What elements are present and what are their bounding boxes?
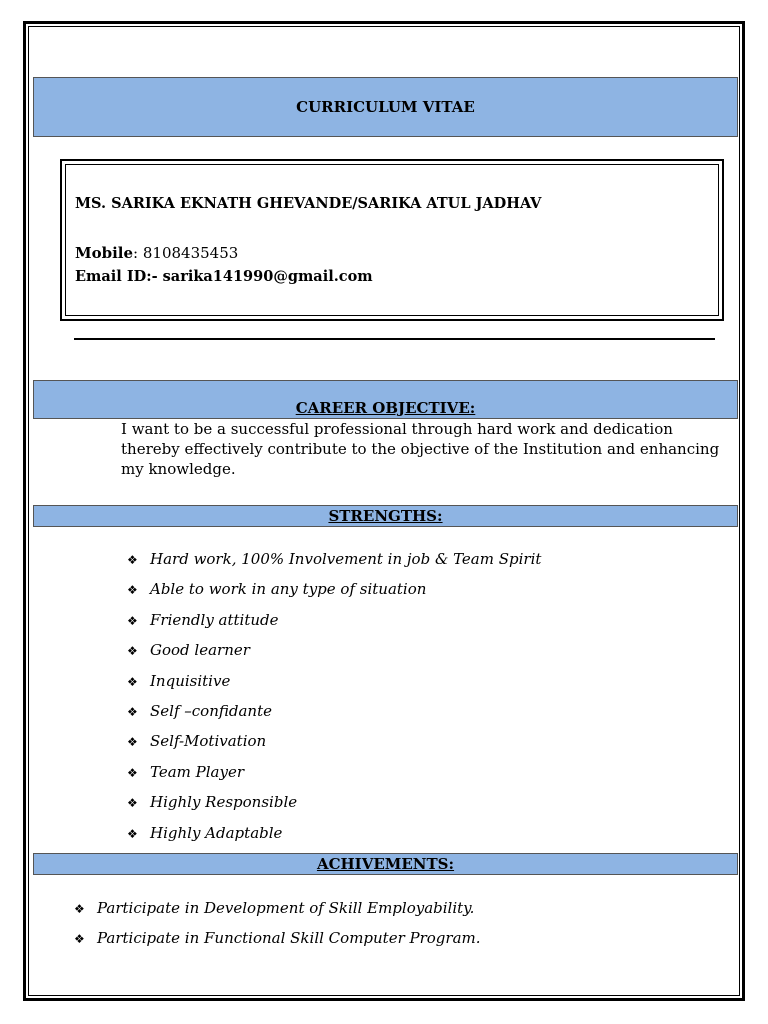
diamond-bullet-icon: ❖ xyxy=(74,932,85,946)
strength-text: Friendly attitude xyxy=(150,610,279,629)
achievements-heading xyxy=(33,853,738,875)
diamond-bullet-icon: ❖ xyxy=(127,674,138,689)
list-item xyxy=(74,927,481,957)
achievement-text: Participate in Development of Skill Employability. xyxy=(97,899,475,917)
cv-title: CURRICULUM VITAE xyxy=(33,77,738,137)
candidate-name: MS. SARIKA EKNATH GHEVANDE/SARIKA ATUL JADHAV xyxy=(75,195,542,212)
career-objective-text: I want to be a successful professional through hard work and dedication thereby effectively contribute to the objective of the Institution and enhancing my knowledge. xyxy=(121,420,720,478)
diamond-bullet-icon: ❖ xyxy=(127,796,138,811)
list-item xyxy=(127,761,541,791)
contact-box-inner xyxy=(65,164,719,316)
strengths-heading xyxy=(33,505,738,527)
diamond-bullet-icon: ❖ xyxy=(127,735,138,750)
list-item xyxy=(74,897,481,927)
diamond-bullet-icon: ❖ xyxy=(127,644,138,659)
email-line: Email ID:- sarika141990@gmail.com xyxy=(75,268,373,285)
list-item xyxy=(127,700,541,730)
strength-text: Team Player xyxy=(150,762,245,781)
strength-text: Good learner xyxy=(150,641,250,660)
strengths-heading-text: STRENGTHS: xyxy=(328,507,443,525)
strength-text: Highly Adaptable xyxy=(150,823,283,842)
divider xyxy=(74,338,715,340)
strength-text: Inquisitive xyxy=(150,671,231,690)
strength-text: Self-Motivation xyxy=(150,732,267,751)
achievement-text: Participate in Functional Skill Computer Program. xyxy=(97,929,481,947)
list-item xyxy=(127,822,541,852)
list-item xyxy=(127,670,541,700)
diamond-bullet-icon: ❖ xyxy=(74,902,85,916)
achievements-list xyxy=(74,897,481,957)
achievements-heading-text: ACHIVEMENTS: xyxy=(316,855,455,873)
list-item xyxy=(127,791,541,821)
diamond-bullet-icon: ❖ xyxy=(127,704,138,719)
diamond-bullet-icon: ❖ xyxy=(127,826,138,841)
diamond-bullet-icon: ❖ xyxy=(127,553,138,567)
career-objective-heading-text: CAREER OBJECTIVE: xyxy=(295,399,476,417)
strength-text: Able to work in any type of situation xyxy=(150,580,427,599)
strength-text: Hard work, 100% Involvement in job & Team Spirit xyxy=(150,550,542,568)
mobile-value: : 8108435453 xyxy=(133,244,239,262)
list-item xyxy=(127,609,541,639)
mobile-line xyxy=(75,244,238,262)
list-item xyxy=(127,548,541,578)
career-objective-heading xyxy=(33,380,738,419)
list-item xyxy=(127,578,541,608)
strength-text: Self –confidante xyxy=(150,701,272,720)
strength-text: Highly Responsible xyxy=(150,793,298,812)
diamond-bullet-icon: ❖ xyxy=(127,613,138,628)
list-item xyxy=(127,639,541,669)
mobile-label: Mobile xyxy=(75,244,134,262)
list-item xyxy=(127,730,541,760)
diamond-bullet-icon: ❖ xyxy=(127,765,138,780)
strengths-list xyxy=(127,548,541,852)
diamond-bullet-icon: ❖ xyxy=(127,583,138,598)
